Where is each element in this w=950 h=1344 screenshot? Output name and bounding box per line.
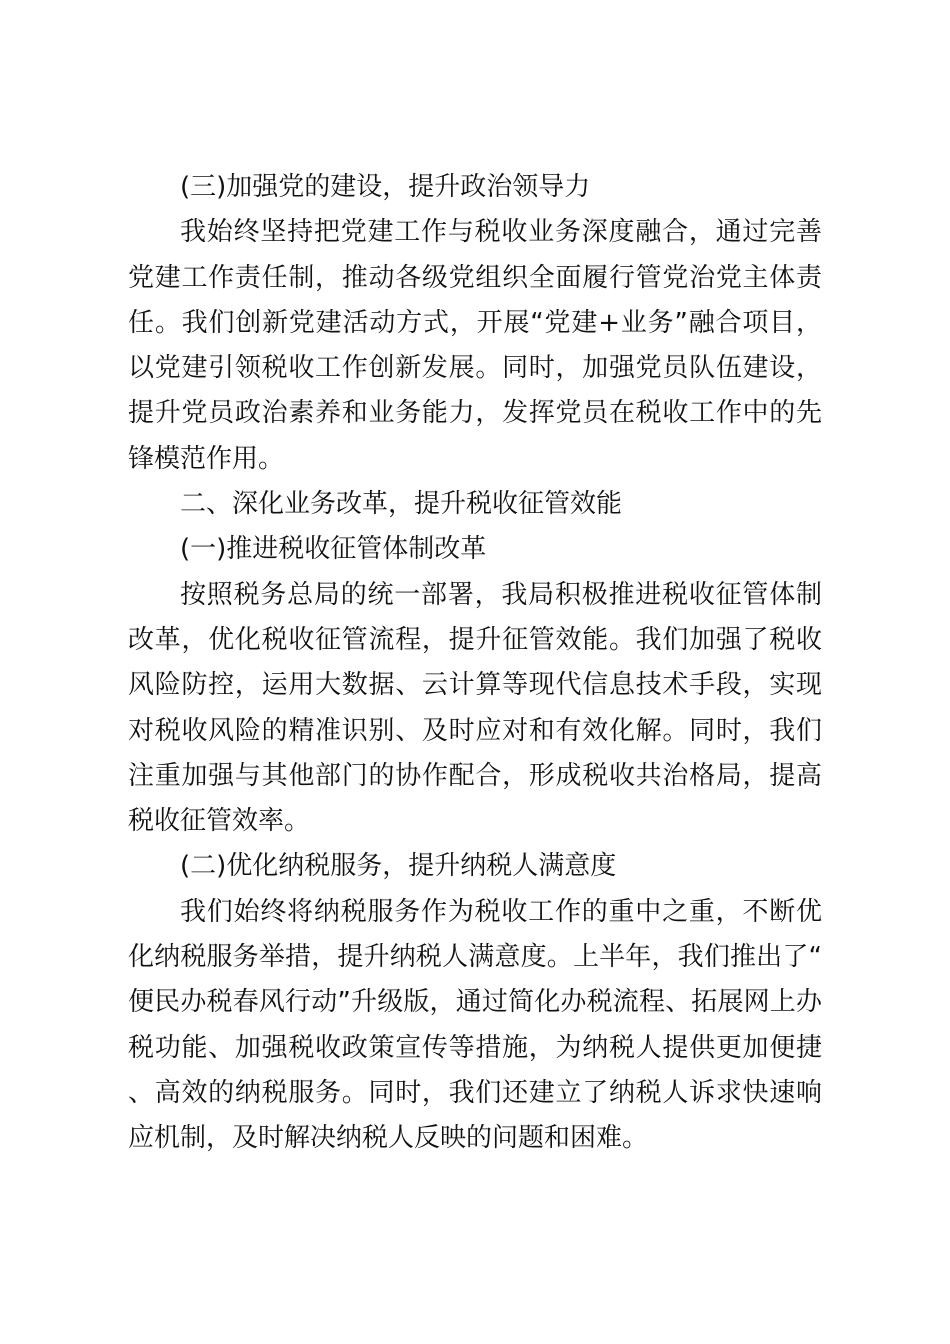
document-body [128, 165, 822, 1162]
paragraph-collection-reform: 按照税务总局的统一部署，我局积极推进税收征管体制改革，优化税收征管流程，提升征管效能。我们加强了税收风险防控，运用大数据、云计算等现代信息技术手段，实现对税收风险的精准识别、及时应对和有效化解。同时，我们注重加强与其他部门的协作配合，形成税收共治格局，提高税收征管效率。 [128, 579, 822, 837]
paragraph-taxpayer-service: 我们始终将纳税服务作为税收工作的重中之重，不断优化纳税服务举措，提升纳税人满意度。上半年，我们推出了“便民办税春风行动”升级版，通过简化办税流程、拓展网上办税功能、加强税收政策宣传等措施，为纳税人提供更加便捷、高效的纳税服务。同时，我们还建立了纳税人诉求快速响应机制，及时解决纳税人反映的问题和困难。 [128, 896, 822, 1154]
subsection-heading-collection-reform: (一)推进税收征管体制改革 [180, 534, 487, 565]
section-heading-party-building: (三)加强党的建设，提升政治领导力 [180, 172, 591, 202]
section-heading-reform: 二、深化业务改革，提升税收征管效能 [180, 489, 623, 520]
subsection-heading-taxpayer-service: (二)优化纳税服务，提升纳税人满意度 [180, 851, 617, 882]
paragraph-party-building: 我始终坚持把党建工作与税收业务深度融合，通过完善党建工作责任制，推动各级党组织全面履行管党治党主体责任。我们创新党建活动方式，开展“党建+业务”融合项目，以党建引领税收工作创新发展。同时，加强党员队伍建设，提升党员政治素养和业务能力，发挥党员在税收工作中的先锋模范作用。 [128, 217, 822, 474]
